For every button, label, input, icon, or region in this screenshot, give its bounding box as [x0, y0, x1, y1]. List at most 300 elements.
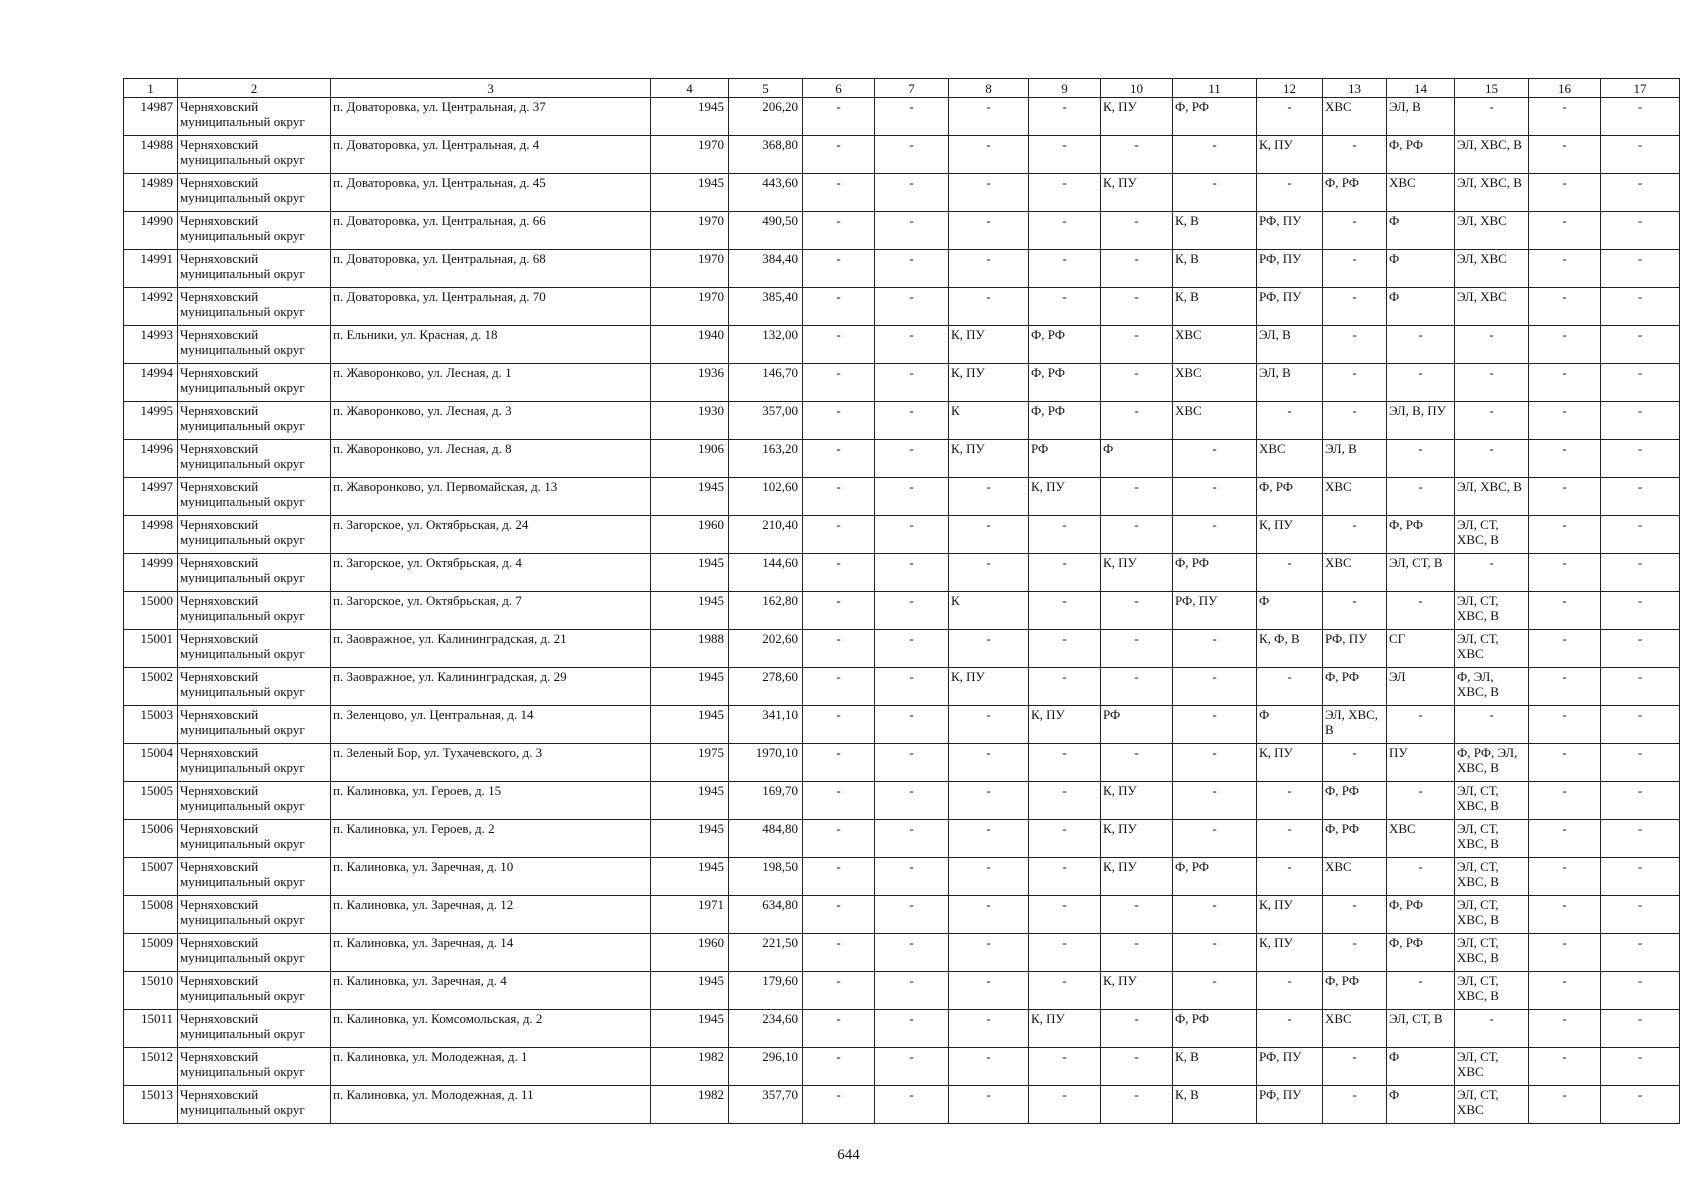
cell-col-17: - — [1601, 934, 1680, 972]
cell-col-8: - — [949, 820, 1029, 858]
cell-col-9: - — [1029, 1086, 1101, 1124]
column-header-7: 7 — [875, 79, 949, 98]
cell-col-14: Ф, РФ — [1387, 136, 1455, 174]
cell-col-14: ЭЛ, СТ, В — [1387, 1010, 1455, 1048]
cell-col-17: - — [1601, 440, 1680, 478]
cell-row-number: 15001 — [124, 630, 178, 668]
cell-col-11: К, В — [1173, 288, 1257, 326]
cell-col-8: - — [949, 858, 1029, 896]
cell-col-15: ЭЛ, СТ, ХВС, В — [1455, 592, 1529, 630]
cell-col-10: РФ — [1101, 706, 1173, 744]
cell-col-8: - — [949, 554, 1029, 592]
cell-year: 1930 — [651, 402, 729, 440]
cell-municipality: Черняховский муниципальный округ — [178, 326, 331, 364]
cell-row-number: 14989 — [124, 174, 178, 212]
cell-address: п. Жаворонково, ул. Лесная, д. 3 — [331, 402, 651, 440]
cell-col-12: К, ПУ — [1257, 136, 1323, 174]
cell-year: 1982 — [651, 1048, 729, 1086]
cell-col-8: - — [949, 972, 1029, 1010]
cell-col-6: - — [803, 972, 875, 1010]
cell-area: 490,50 — [729, 212, 803, 250]
cell-col-9: - — [1029, 288, 1101, 326]
cell-col-7: - — [875, 402, 949, 440]
table-row — [124, 98, 1680, 136]
cell-row-number: 15002 — [124, 668, 178, 706]
cell-municipality: Черняховский муниципальный округ — [178, 820, 331, 858]
cell-area: 1970,10 — [729, 744, 803, 782]
cell-col-17: - — [1601, 820, 1680, 858]
cell-col-12: Ф — [1257, 706, 1323, 744]
cell-address: п. Калиновка, ул. Молодежная, д. 1 — [331, 1048, 651, 1086]
cell-col-15: ЭЛ, ХВС — [1455, 250, 1529, 288]
cell-col-6: - — [803, 554, 875, 592]
cell-row-number: 15003 — [124, 706, 178, 744]
cell-col-9: - — [1029, 516, 1101, 554]
cell-col-10: К, ПУ — [1101, 98, 1173, 136]
cell-col-7: - — [875, 592, 949, 630]
cell-col-7: - — [875, 478, 949, 516]
cell-municipality: Черняховский муниципальный округ — [178, 934, 331, 972]
cell-col-15: ЭЛ, СТ, ХВС — [1455, 630, 1529, 668]
cell-col-13: - — [1323, 1086, 1387, 1124]
cell-year: 1945 — [651, 668, 729, 706]
cell-col-8: - — [949, 1048, 1029, 1086]
cell-year: 1936 — [651, 364, 729, 402]
cell-col-15: Ф, ЭЛ, ХВС, В — [1455, 668, 1529, 706]
cell-address: п. Калиновка, ул. Комсомольская, д. 2 — [331, 1010, 651, 1048]
cell-area: 341,10 — [729, 706, 803, 744]
cell-col-16: - — [1529, 972, 1601, 1010]
cell-col-6: - — [803, 98, 875, 136]
cell-col-12: - — [1257, 668, 1323, 706]
cell-municipality: Черняховский муниципальный округ — [178, 972, 331, 1010]
cell-col-14: СГ — [1387, 630, 1455, 668]
cell-year: 1945 — [651, 174, 729, 212]
cell-col-11: - — [1173, 896, 1257, 934]
cell-col-6: - — [803, 744, 875, 782]
cell-row-number: 14997 — [124, 478, 178, 516]
cell-area: 368,80 — [729, 136, 803, 174]
column-header-16: 16 — [1529, 79, 1601, 98]
cell-col-11: К, В — [1173, 250, 1257, 288]
cell-col-13: ХВС — [1323, 98, 1387, 136]
cell-col-11: - — [1173, 972, 1257, 1010]
cell-col-13: ХВС — [1323, 858, 1387, 896]
cell-col-16: - — [1529, 402, 1601, 440]
cell-col-8: - — [949, 744, 1029, 782]
cell-col-12: ХВС — [1257, 440, 1323, 478]
cell-year: 1988 — [651, 630, 729, 668]
cell-row-number: 14993 — [124, 326, 178, 364]
cell-col-15: Ф, РФ, ЭЛ, ХВС, В — [1455, 744, 1529, 782]
cell-municipality: Черняховский муниципальный округ — [178, 554, 331, 592]
cell-year: 1945 — [651, 554, 729, 592]
cell-col-14: - — [1387, 706, 1455, 744]
cell-col-15: ЭЛ, ХВС, В — [1455, 478, 1529, 516]
cell-col-9: - — [1029, 782, 1101, 820]
cell-col-7: - — [875, 98, 949, 136]
cell-area: 144,60 — [729, 554, 803, 592]
cell-col-13: РФ, ПУ — [1323, 630, 1387, 668]
cell-row-number: 14992 — [124, 288, 178, 326]
cell-col-13: ЭЛ, ХВС, В — [1323, 706, 1387, 744]
cell-col-16: - — [1529, 288, 1601, 326]
cell-col-7: - — [875, 1048, 949, 1086]
cell-col-10: - — [1101, 364, 1173, 402]
cell-municipality: Черняховский муниципальный округ — [178, 668, 331, 706]
cell-col-12: РФ, ПУ — [1257, 288, 1323, 326]
cell-address: п. Загорское, ул. Октябрьская, д. 7 — [331, 592, 651, 630]
cell-col-13: ХВС — [1323, 554, 1387, 592]
cell-col-10: - — [1101, 896, 1173, 934]
cell-col-10: - — [1101, 630, 1173, 668]
cell-col-12: Ф — [1257, 592, 1323, 630]
cell-col-16: - — [1529, 1010, 1601, 1048]
table-row — [124, 478, 1680, 516]
cell-col-10: - — [1101, 326, 1173, 364]
cell-col-6: - — [803, 516, 875, 554]
table-row — [124, 706, 1680, 744]
table-row — [124, 1086, 1680, 1124]
cell-col-12: К, ПУ — [1257, 896, 1323, 934]
cell-col-6: - — [803, 858, 875, 896]
cell-col-16: - — [1529, 478, 1601, 516]
cell-address: п. Доваторовка, ул. Центральная, д. 4 — [331, 136, 651, 174]
cell-address: п. Заовражное, ул. Калининградская, д. 21 — [331, 630, 651, 668]
cell-col-11: Ф, РФ — [1173, 1010, 1257, 1048]
cell-address: п. Калиновка, ул. Заречная, д. 14 — [331, 934, 651, 972]
cell-col-10: - — [1101, 934, 1173, 972]
cell-col-7: - — [875, 440, 949, 478]
cell-col-7: - — [875, 554, 949, 592]
cell-col-9: - — [1029, 98, 1101, 136]
cell-address: п. Загорское, ул. Октябрьская, д. 24 — [331, 516, 651, 554]
cell-col-10: - — [1101, 288, 1173, 326]
cell-col-12: Ф, РФ — [1257, 478, 1323, 516]
cell-col-7: - — [875, 934, 949, 972]
cell-col-17: - — [1601, 402, 1680, 440]
cell-col-13: - — [1323, 326, 1387, 364]
cell-col-12: ЭЛ, В — [1257, 364, 1323, 402]
cell-area: 384,40 — [729, 250, 803, 288]
table-row — [124, 516, 1680, 554]
cell-col-17: - — [1601, 668, 1680, 706]
cell-area: 210,40 — [729, 516, 803, 554]
column-header-15: 15 — [1455, 79, 1529, 98]
cell-address: п. Доваторовка, ул. Центральная, д. 70 — [331, 288, 651, 326]
cell-col-10: К, ПУ — [1101, 782, 1173, 820]
cell-col-7: - — [875, 744, 949, 782]
cell-col-17: - — [1601, 706, 1680, 744]
cell-col-10: - — [1101, 250, 1173, 288]
column-header-10: 10 — [1101, 79, 1173, 98]
cell-row-number: 15000 — [124, 592, 178, 630]
cell-col-11: К, В — [1173, 212, 1257, 250]
cell-row-number: 14987 — [124, 98, 178, 136]
cell-col-14: ЭЛ, В, ПУ — [1387, 402, 1455, 440]
table-body — [124, 98, 1680, 1124]
cell-col-13: - — [1323, 364, 1387, 402]
cell-address: п. Жаворонково, ул. Первомайская, д. 13 — [331, 478, 651, 516]
cell-year: 1940 — [651, 326, 729, 364]
cell-col-6: - — [803, 250, 875, 288]
cell-col-17: - — [1601, 972, 1680, 1010]
cell-col-9: - — [1029, 630, 1101, 668]
cell-year: 1970 — [651, 212, 729, 250]
cell-col-9: Ф, РФ — [1029, 326, 1101, 364]
cell-row-number: 15006 — [124, 820, 178, 858]
cell-row-number: 15008 — [124, 896, 178, 934]
cell-col-6: - — [803, 630, 875, 668]
cell-col-14: Ф — [1387, 1086, 1455, 1124]
cell-col-12: - — [1257, 174, 1323, 212]
cell-col-6: - — [803, 592, 875, 630]
cell-col-16: - — [1529, 98, 1601, 136]
cell-col-9: - — [1029, 592, 1101, 630]
cell-col-9: - — [1029, 554, 1101, 592]
cell-col-9: К, ПУ — [1029, 706, 1101, 744]
cell-address: п. Доваторовка, ул. Центральная, д. 68 — [331, 250, 651, 288]
cell-col-7: - — [875, 820, 949, 858]
cell-col-12: - — [1257, 554, 1323, 592]
cell-col-8: - — [949, 478, 1029, 516]
cell-col-15: ЭЛ, СТ, ХВС — [1455, 1086, 1529, 1124]
cell-col-7: - — [875, 212, 949, 250]
cell-year: 1945 — [651, 706, 729, 744]
cell-area: 202,60 — [729, 630, 803, 668]
cell-col-13: - — [1323, 934, 1387, 972]
cell-col-10: К, ПУ — [1101, 858, 1173, 896]
cell-municipality: Черняховский муниципальный округ — [178, 1086, 331, 1124]
cell-col-8: К — [949, 592, 1029, 630]
cell-col-11: - — [1173, 934, 1257, 972]
cell-col-15: - — [1455, 706, 1529, 744]
table-row — [124, 174, 1680, 212]
cell-col-8: - — [949, 934, 1029, 972]
column-header-3: 3 — [331, 79, 651, 98]
cell-col-11: Ф, РФ — [1173, 554, 1257, 592]
cell-col-7: - — [875, 972, 949, 1010]
cell-col-17: - — [1601, 364, 1680, 402]
cell-col-11: ХВС — [1173, 364, 1257, 402]
cell-col-15: ЭЛ, СТ, ХВС — [1455, 1048, 1529, 1086]
cell-col-8: - — [949, 630, 1029, 668]
cell-col-17: - — [1601, 478, 1680, 516]
cell-col-17: - — [1601, 782, 1680, 820]
cell-col-10: - — [1101, 1010, 1173, 1048]
table-row — [124, 554, 1680, 592]
cell-area: 198,50 — [729, 858, 803, 896]
cell-col-12: ЭЛ, В — [1257, 326, 1323, 364]
cell-col-17: - — [1601, 896, 1680, 934]
cell-col-13: - — [1323, 592, 1387, 630]
cell-address: п. Калиновка, ул. Героев, д. 15 — [331, 782, 651, 820]
cell-col-16: - — [1529, 630, 1601, 668]
cell-col-8: - — [949, 1010, 1029, 1048]
cell-year: 1945 — [651, 820, 729, 858]
cell-col-17: - — [1601, 1010, 1680, 1048]
column-header-5: 5 — [729, 79, 803, 98]
cell-address: п. Ельники, ул. Красная, д. 18 — [331, 326, 651, 364]
cell-col-14: Ф — [1387, 288, 1455, 326]
cell-col-17: - — [1601, 1048, 1680, 1086]
cell-col-8: - — [949, 250, 1029, 288]
cell-col-14: Ф, РФ — [1387, 516, 1455, 554]
cell-year: 1945 — [651, 478, 729, 516]
cell-row-number: 14994 — [124, 364, 178, 402]
cell-col-14: Ф — [1387, 1048, 1455, 1086]
cell-col-12: - — [1257, 98, 1323, 136]
cell-col-11: Ф, РФ — [1173, 858, 1257, 896]
table-row — [124, 1010, 1680, 1048]
cell-col-7: - — [875, 136, 949, 174]
cell-col-6: - — [803, 896, 875, 934]
column-header-17: 17 — [1601, 79, 1680, 98]
cell-col-15: ЭЛ, ХВС, В — [1455, 174, 1529, 212]
cell-col-15: ЭЛ, ХВС, В — [1455, 136, 1529, 174]
cell-area: 206,20 — [729, 98, 803, 136]
cell-col-15: - — [1455, 440, 1529, 478]
cell-col-17: - — [1601, 288, 1680, 326]
cell-area: 278,60 — [729, 668, 803, 706]
cell-col-14: - — [1387, 440, 1455, 478]
cell-address: п. Калиновка, ул. Заречная, д. 4 — [331, 972, 651, 1010]
cell-col-14: ХВС — [1387, 820, 1455, 858]
cell-col-15: - — [1455, 1010, 1529, 1048]
cell-area: 102,60 — [729, 478, 803, 516]
cell-col-13: ЭЛ, В — [1323, 440, 1387, 478]
cell-row-number: 15013 — [124, 1086, 178, 1124]
cell-col-13: ХВС — [1323, 478, 1387, 516]
cell-area: 385,40 — [729, 288, 803, 326]
cell-col-14: ЭЛ — [1387, 668, 1455, 706]
cell-col-16: - — [1529, 668, 1601, 706]
cell-col-10: - — [1101, 668, 1173, 706]
cell-col-15: - — [1455, 554, 1529, 592]
cell-col-17: - — [1601, 858, 1680, 896]
cell-row-number: 15011 — [124, 1010, 178, 1048]
cell-col-7: - — [875, 630, 949, 668]
cell-col-15: ЭЛ, СТ, ХВС, В — [1455, 820, 1529, 858]
cell-col-13: - — [1323, 516, 1387, 554]
cell-col-16: - — [1529, 326, 1601, 364]
cell-address: п. Доваторовка, ул. Центральная, д. 37 — [331, 98, 651, 136]
cell-col-17: - — [1601, 630, 1680, 668]
cell-col-9: - — [1029, 820, 1101, 858]
cell-col-15: ЭЛ, ХВС — [1455, 288, 1529, 326]
cell-col-7: - — [875, 1086, 949, 1124]
cell-area: 234,60 — [729, 1010, 803, 1048]
cell-col-7: - — [875, 288, 949, 326]
cell-col-11: - — [1173, 516, 1257, 554]
column-header-1: 1 — [124, 79, 178, 98]
cell-col-13: - — [1323, 1048, 1387, 1086]
cell-col-16: - — [1529, 364, 1601, 402]
cell-col-16: - — [1529, 250, 1601, 288]
cell-col-6: - — [803, 402, 875, 440]
cell-col-11: - — [1173, 136, 1257, 174]
table-row — [124, 250, 1680, 288]
cell-col-17: - — [1601, 326, 1680, 364]
table-row — [124, 782, 1680, 820]
cell-col-17: - — [1601, 136, 1680, 174]
cell-year: 1945 — [651, 858, 729, 896]
cell-col-9: Ф, РФ — [1029, 364, 1101, 402]
cell-col-6: - — [803, 212, 875, 250]
table-header — [124, 79, 1680, 98]
cell-col-8: - — [949, 1086, 1029, 1124]
cell-col-14: - — [1387, 592, 1455, 630]
cell-row-number: 14999 — [124, 554, 178, 592]
cell-col-10: К, ПУ — [1101, 174, 1173, 212]
cell-col-16: - — [1529, 440, 1601, 478]
cell-col-14: - — [1387, 972, 1455, 1010]
cell-col-13: - — [1323, 896, 1387, 934]
table-row — [124, 592, 1680, 630]
cell-col-9: - — [1029, 212, 1101, 250]
cell-col-17: - — [1601, 554, 1680, 592]
cell-area: 146,70 — [729, 364, 803, 402]
cell-col-12: - — [1257, 1010, 1323, 1048]
cell-col-15: ЭЛ, СТ, ХВС, В — [1455, 858, 1529, 896]
cell-col-14: Ф — [1387, 212, 1455, 250]
cell-address: п. Калиновка, ул. Молодежная, д. 11 — [331, 1086, 651, 1124]
cell-address: п. Калиновка, ул. Героев, д. 2 — [331, 820, 651, 858]
cell-col-8: - — [949, 174, 1029, 212]
cell-col-8: - — [949, 516, 1029, 554]
cell-col-12: К, ПУ — [1257, 744, 1323, 782]
cell-col-10: - — [1101, 744, 1173, 782]
cell-col-16: - — [1529, 706, 1601, 744]
cell-col-6: - — [803, 364, 875, 402]
cell-col-16: - — [1529, 934, 1601, 972]
cell-col-11: Ф, РФ — [1173, 98, 1257, 136]
cell-col-17: - — [1601, 212, 1680, 250]
cell-col-15: - — [1455, 98, 1529, 136]
cell-municipality: Черняховский муниципальный округ — [178, 364, 331, 402]
cell-col-17: - — [1601, 98, 1680, 136]
cell-col-13: Ф, РФ — [1323, 782, 1387, 820]
cell-municipality: Черняховский муниципальный округ — [178, 136, 331, 174]
cell-col-13: - — [1323, 250, 1387, 288]
cell-col-11: - — [1173, 668, 1257, 706]
cell-col-7: - — [875, 668, 949, 706]
cell-col-12: РФ, ПУ — [1257, 250, 1323, 288]
cell-col-17: - — [1601, 744, 1680, 782]
cell-col-6: - — [803, 174, 875, 212]
column-header-8: 8 — [949, 79, 1029, 98]
cell-col-11: К, В — [1173, 1048, 1257, 1086]
cell-col-8: - — [949, 212, 1029, 250]
cell-municipality: Черняховский муниципальный округ — [178, 744, 331, 782]
cell-col-13: - — [1323, 212, 1387, 250]
cell-col-10: - — [1101, 136, 1173, 174]
cell-col-11: - — [1173, 440, 1257, 478]
cell-year: 1945 — [651, 782, 729, 820]
cell-col-7: - — [875, 364, 949, 402]
cell-col-9: - — [1029, 250, 1101, 288]
cell-col-10: - — [1101, 1086, 1173, 1124]
cell-year: 1960 — [651, 934, 729, 972]
cell-col-9: - — [1029, 1048, 1101, 1086]
cell-col-8: - — [949, 98, 1029, 136]
cell-col-10: К, ПУ — [1101, 972, 1173, 1010]
cell-col-16: - — [1529, 820, 1601, 858]
column-header-6: 6 — [803, 79, 875, 98]
cell-col-17: - — [1601, 250, 1680, 288]
cell-col-16: - — [1529, 782, 1601, 820]
cell-col-10: - — [1101, 592, 1173, 630]
